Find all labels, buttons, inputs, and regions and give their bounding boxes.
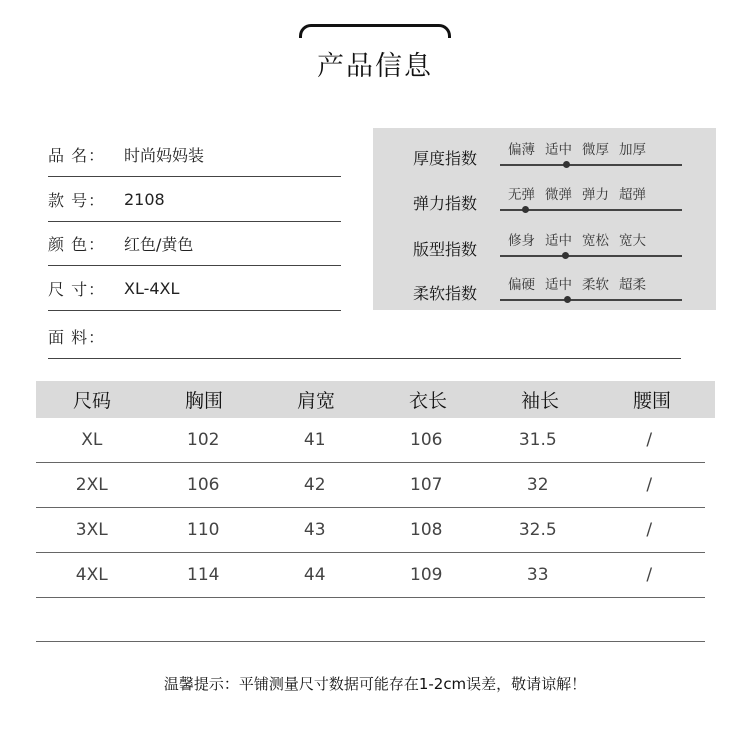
index-marker-dot xyxy=(564,296,571,303)
info-row-name xyxy=(48,132,341,177)
header-cell: 衣长 xyxy=(408,390,447,412)
info-label: 款 号： xyxy=(48,190,106,210)
table-cell: 32.5 xyxy=(518,520,557,540)
page-title: 产品信息 xyxy=(317,51,433,82)
index-option: 加厚 xyxy=(619,142,646,158)
header-cell: 袖长 xyxy=(520,390,559,412)
title-bracket-decoration xyxy=(299,24,451,38)
index-option: 超弹 xyxy=(619,187,646,203)
table-row xyxy=(36,508,705,553)
index-option: 超柔 xyxy=(619,277,646,293)
table-cell: / xyxy=(646,565,653,585)
index-marker-dot xyxy=(562,252,569,259)
elasticity-index xyxy=(373,177,716,222)
fit-index xyxy=(373,223,716,268)
header-cell: 尺码 xyxy=(72,390,111,412)
info-value: 时尚妈妈装 xyxy=(124,145,205,165)
table-cell: 109 xyxy=(410,565,443,585)
table-cell: 33 xyxy=(526,565,549,585)
table-cell: 42 xyxy=(303,475,326,495)
index-marker-dot xyxy=(522,206,529,213)
footer-note: 温馨提示：平铺测量尺寸数据可能存在1-2cm误差，敬请谅解！ xyxy=(163,675,587,693)
index-option: 柔软 xyxy=(582,277,609,293)
index-options xyxy=(508,273,646,293)
info-label: 品 名： xyxy=(48,145,106,165)
info-value: 2108 xyxy=(124,189,165,209)
size-table-header xyxy=(36,381,715,418)
table-cell: 44 xyxy=(303,565,326,585)
index-option: 宽松 xyxy=(582,233,609,249)
header-cell: 肩宽 xyxy=(296,390,335,412)
info-label: 尺 寸： xyxy=(48,279,106,299)
index-options xyxy=(508,183,646,203)
index-scale-line xyxy=(500,164,682,166)
table-cell: 102 xyxy=(187,430,220,450)
index-scale-line xyxy=(500,299,682,301)
info-value: 红色/黄色 xyxy=(124,234,194,254)
table-cell: 3XL xyxy=(75,520,108,540)
table-cell: 31.5 xyxy=(518,430,557,450)
thickness-index xyxy=(373,132,716,177)
fabric-index-panel xyxy=(373,128,716,310)
index-option: 适中 xyxy=(545,233,572,249)
index-option: 偏硬 xyxy=(508,277,535,293)
index-label: 弹力指数 xyxy=(413,194,478,213)
index-option: 适中 xyxy=(545,277,572,293)
index-scale-line xyxy=(500,255,682,257)
softness-index xyxy=(373,267,716,312)
table-cell: 106 xyxy=(410,430,443,450)
index-option: 偏薄 xyxy=(508,142,535,158)
table-cell: 107 xyxy=(410,475,443,495)
index-option: 宽大 xyxy=(619,233,646,249)
table-row xyxy=(36,553,705,598)
table-cell: 41 xyxy=(303,430,326,450)
table-row xyxy=(36,418,705,463)
index-option: 微弹 xyxy=(545,187,572,203)
table-cell: 32 xyxy=(526,475,549,495)
table-cell: / xyxy=(646,430,653,450)
table-row xyxy=(36,463,705,508)
info-label: 面 料： xyxy=(48,327,106,347)
table-cell: XL xyxy=(81,430,103,450)
header-cell: 腰围 xyxy=(632,390,671,412)
table-cell: 110 xyxy=(187,520,220,540)
index-option: 修身 xyxy=(508,233,535,249)
table-cell: 114 xyxy=(187,565,220,585)
header-cell: 胸围 xyxy=(184,390,223,412)
info-label: 颜 色： xyxy=(48,234,106,254)
table-cell: / xyxy=(646,520,653,540)
table-cell: 106 xyxy=(187,475,220,495)
index-label: 柔软指数 xyxy=(413,284,478,303)
size-table xyxy=(36,381,715,642)
info-row-size xyxy=(48,266,341,311)
index-option: 弹力 xyxy=(582,187,609,203)
table-cell: / xyxy=(646,475,653,495)
index-option: 微厚 xyxy=(582,142,609,158)
index-option: 适中 xyxy=(545,142,572,158)
index-option: 无弹 xyxy=(508,187,535,203)
index-marker-dot xyxy=(563,161,570,168)
table-cell: 2XL xyxy=(75,475,108,495)
info-row-color xyxy=(48,221,341,266)
table-cell: 4XL xyxy=(75,565,108,585)
info-row-fabric xyxy=(48,314,681,359)
index-options xyxy=(508,138,646,158)
table-row-empty xyxy=(36,598,705,642)
index-label: 版型指数 xyxy=(413,240,478,259)
index-label: 厚度指数 xyxy=(413,149,478,168)
table-cell: 108 xyxy=(410,520,443,540)
table-cell: 43 xyxy=(303,520,326,540)
info-row-style-number xyxy=(48,177,341,222)
index-options xyxy=(508,229,646,249)
info-value: XL-4XL xyxy=(124,278,180,298)
